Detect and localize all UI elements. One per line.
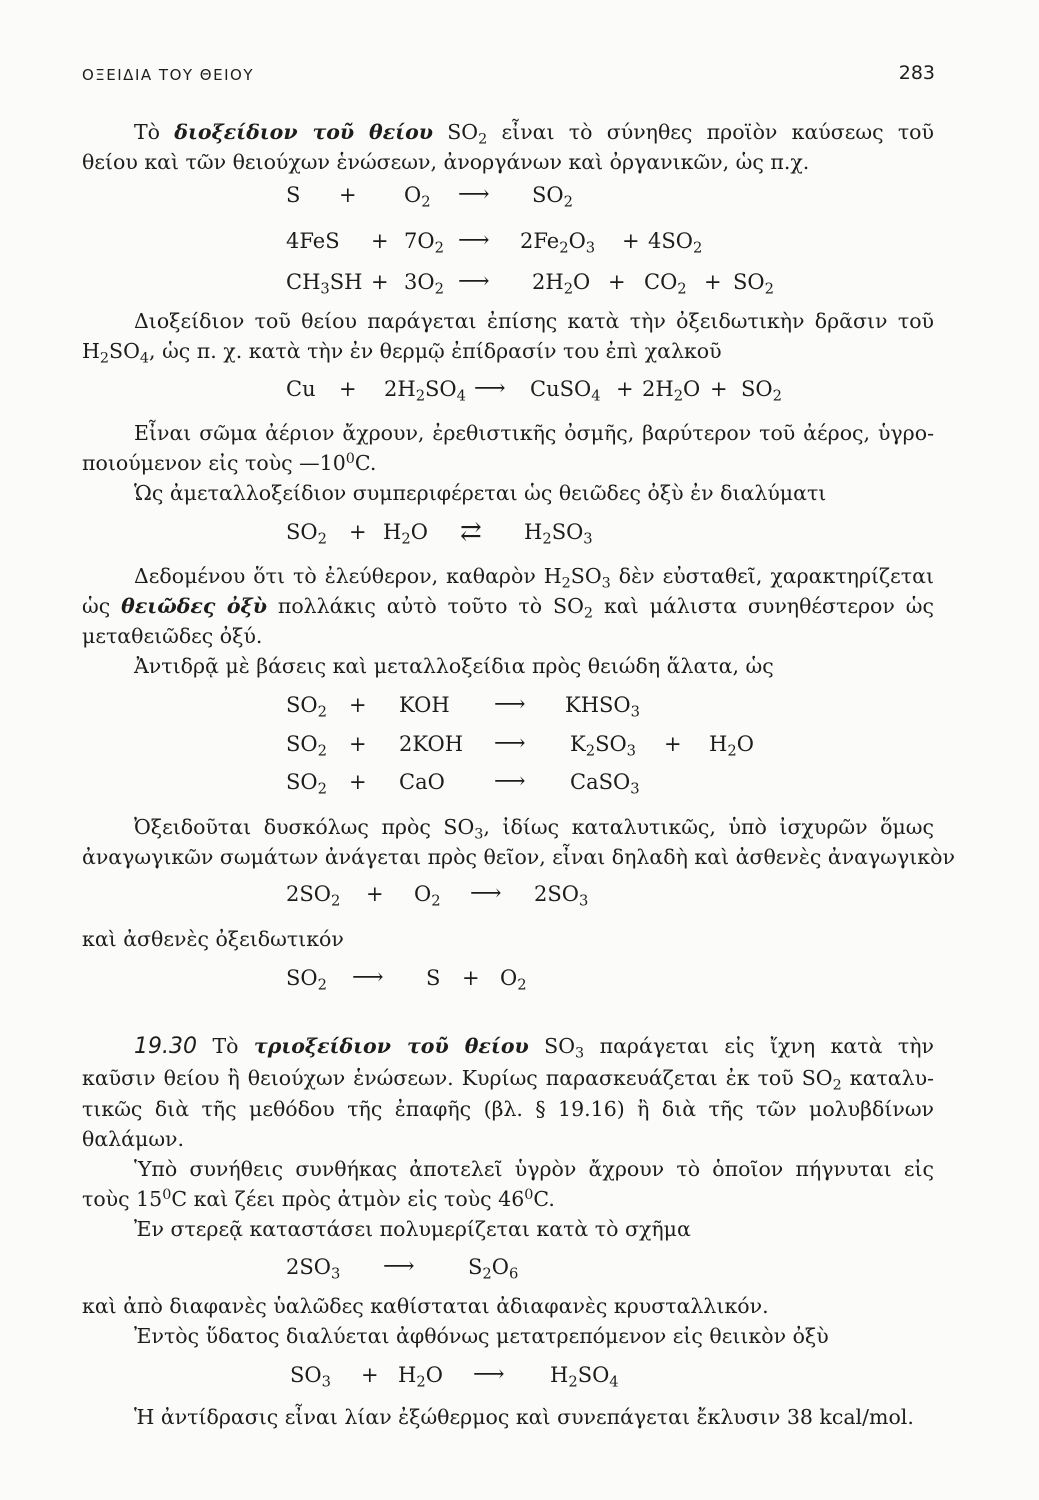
text-line: ἀναγωγικῶν σωμάτων ἀνάγεται πρὸς θεῖον, εἶναι δηλαδὴ καὶ ἀσθενὲς ἀναγωγικὸν (82, 845, 955, 869)
reaction-arrow: ⟶ (458, 182, 489, 207)
chemical-equation: $2SO_2$ + $O_2$ ⟶ $2SO_3$ (286, 881, 589, 910)
reaction-arrow: ⟶ (494, 769, 525, 794)
text-line: Ὡς ἀμεταλλοξείδιον συμπεριφέρεται ὡς θειῶδες ὀξὺ ἐν διαλύματι (134, 481, 827, 505)
reaction-arrow: ⟶ (470, 881, 501, 906)
term-sulfurous-acid: θειῶδες ὀξὺ (121, 594, 267, 618)
page-number: 283 (898, 62, 935, 84)
chemical-equation: $SO_3$ + $H_2O$ ⟶ $H_2SO_4$ (290, 1362, 619, 1391)
reaction-arrow: ⟶ (494, 692, 525, 717)
text-line: Ἐν στερεᾷ καταστάσει πολυμερίζεται κατὰ τὸ σχῆμα (134, 1217, 691, 1241)
text-line: τικῶς διὰ τῆς μεθόδου τῆς ἐπαφῆς (βλ. § 19.16) ἢ διὰ τῆς τῶν μολυβδίνων (82, 1097, 934, 1121)
chemical-equation: $SO_2$ + 2KOH ⟶ $K_2SO_3$ + $H_2O$ (286, 731, 754, 760)
chemical-equation: $SO_2$ + KOH ⟶ $KHSO_3$ (286, 692, 640, 721)
term-sulfur-dioxide: διοξείδιον τοῦ θείου (174, 120, 433, 144)
text-line: καὶ ἀπὸ διαφανὲς ὑαλῶδες καθίσταται ἀδιαφανὲς κρυσταλλικόν. (82, 1294, 769, 1318)
equilibrium-arrow: ⇄ (460, 517, 481, 547)
chemical-equation: $SO_2$ + CaO ⟶ CaSO$_3$ (286, 769, 640, 798)
text-line: Ὑπὸ συνήθεις συνθήκας ἀποτελεῖ ὑγρὸν ἄχρουν τὸ ὁποῖον πήγνυται εἰς (134, 1157, 934, 1181)
text-line: θαλάμων. (82, 1127, 185, 1151)
reaction-arrow: ⟶ (474, 376, 505, 401)
text-line: τοὺς $15^0C$ καὶ ζέει πρὸς ἀτμὸν εἰς τοὺς $46^0C$. (82, 1186, 555, 1211)
reaction-arrow: ⟶ (458, 269, 489, 294)
text-line: μεταθειῶδες ὀξύ. (82, 624, 263, 648)
text-line: καῦσιν θείου ἢ θειούχων ἑνώσεων. Κυρίως παρασκευάζεται ἐκ τοῦ $SO_2$ καταλυ- (82, 1066, 934, 1094)
chemical-equation: 4FeS + $7O_2$ ⟶ $2Fe_2O_3$ + $4SO_2$ (286, 228, 703, 257)
reaction-arrow: ⟶ (458, 228, 489, 253)
text-line: Ἐντὸς ὕδατος διαλύεται ἀφθόνως μετατρεπόμενον εἰς θειικὸν ὀξὺ (134, 1324, 829, 1348)
text-line: Ἀντιδρᾷ μὲ βάσεις καὶ μεταλλοξείδια πρὸς θειώδη ἅλατα, ὡς (134, 654, 774, 678)
reaction-arrow: ⟶ (352, 965, 383, 990)
chemical-equation: $SO_2$ + $H_2O$ ⇄ $H_2SO_3$ (286, 517, 593, 548)
chemical-equation: Cu + $2H_2SO_4$ ⟶ CuSO$_4$ + $2H_2O$ + $SO_2$ (286, 376, 782, 405)
text-line: ποιούμενον εἰς τοὺς $—10^0C$. (82, 450, 377, 475)
chemical-equation: $SO_2$ ⟶ S + $O_2$ (286, 965, 527, 994)
text-line: Διοξείδιον τοῦ θείου παράγεται ἐπίσης κατὰ τὴν ὀξειδωτικὴν δρᾶσιν τοῦ (134, 309, 934, 333)
text-line: Ἡ ἀντίδρασις εἶναι λίαν ἐξώθερμος καὶ συνεπάγεται ἔκλυσιν 38 kcal/mol. (134, 1405, 914, 1429)
text-line: $H_2SO_4$, ὡς π. χ. κατὰ τὴν ἐν θερμῷ ἐπίδρασίν του ἐπὶ χαλκοῦ (82, 339, 722, 367)
term-sulfur-trioxide: τριοξείδιον τοῦ θείου (253, 1034, 529, 1058)
text-line: Δεδομένου ὅτι τὸ ἐλεύθερον, καθαρὸν $H_2SO_3$ δὲν εὐσταθεῖ, χαρακτηρίζεται (134, 564, 934, 592)
text-line: ὡς θειῶδες ὀξὺ πολλάκις αὐτὸ τοῦτο τὸ $SO_2$ καὶ μάλιστα συνηθέστερον ὡς (82, 594, 934, 622)
section-heading-line: 19.30 Τὸ τριοξείδιον τοῦ θείου $SO_3$ παράγεται εἰς ἴχνη κατὰ τὴν (134, 1034, 934, 1062)
chemical-equation: $2SO_3$ ⟶ $S_2O_6$ (286, 1254, 519, 1283)
text-line: Ὀξειδοῦται δυσκόλως πρὸς $SO_3$, ἰδίως καταλυτικῶς, ὑπὸ ἰσχυρῶν ὅμως (134, 815, 935, 843)
running-title: ΟΞΕΙΔΙΑ ΤΟΥ ΘΕΙΟΥ (82, 66, 254, 84)
section-number: 19.30 (134, 1034, 197, 1059)
reaction-arrow: ⟶ (383, 1254, 414, 1279)
text-line: θείου καὶ τῶν θειούχων ἑνώσεων, ἀνοργάνων καὶ ὀργανικῶν, ὡς π.χ. (82, 150, 810, 174)
chemical-equation: $CH_3SH$ + $3O_2$ ⟶ $2H_2O$ + $CO_2$ + $SO_2$ (286, 269, 774, 298)
chemical-equation: S + $O_2$ ⟶ $SO_2$ (286, 182, 573, 211)
text-line: Εἶναι σῶμα ἀέριον ἄχρουν, ἐρεθιστικῆς ὀσμῆς, βαρύτερον τοῦ ἀέρος, ὑγρο- (134, 421, 934, 445)
reaction-arrow: ⟶ (494, 731, 525, 756)
text-line: Τὸ διοξείδιον τοῦ θείου $SO_2$ εἶναι τὸ σύνηθες προϊὸν καύσεως τοῦ (134, 120, 934, 148)
page-header (82, 62, 935, 92)
text-line: καὶ ἀσθενὲς ὀξειδωτικόν (82, 927, 344, 951)
reaction-arrow: ⟶ (473, 1362, 504, 1387)
